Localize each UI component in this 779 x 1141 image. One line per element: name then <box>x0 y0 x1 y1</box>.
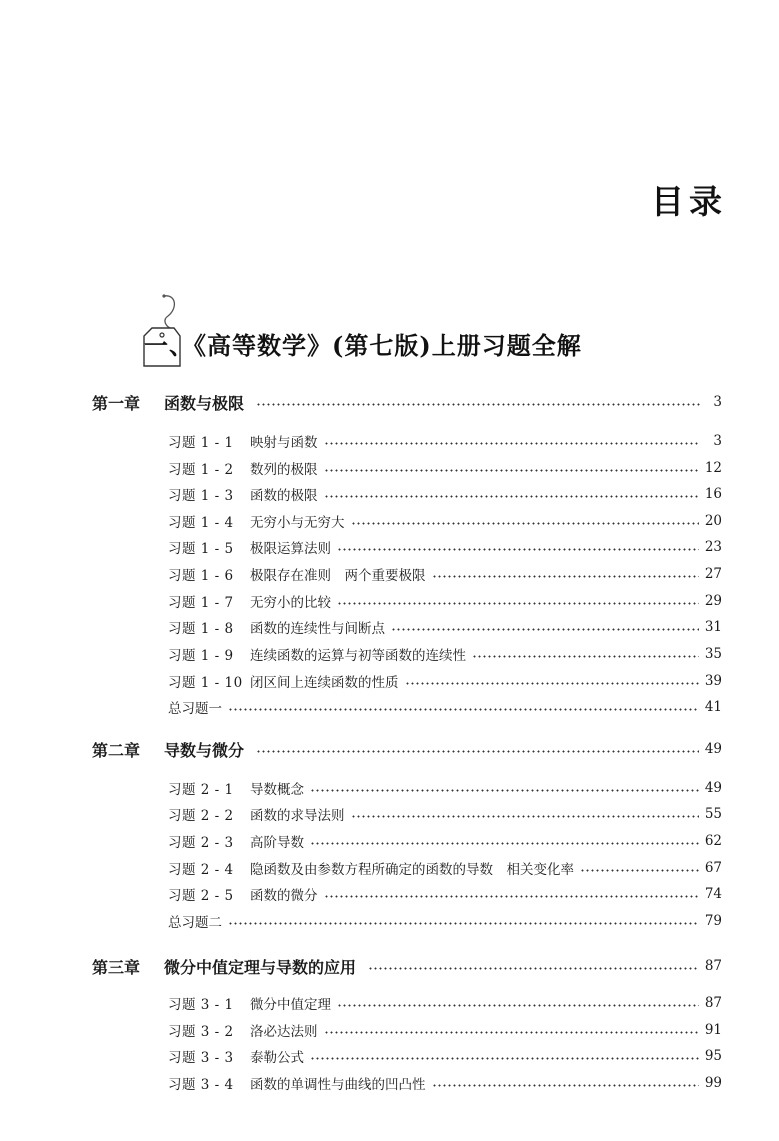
page-number: 29 <box>704 593 722 609</box>
leader-dots <box>256 742 699 756</box>
exercise-title: 导数概念 <box>250 782 304 798</box>
exercise-number: 习题 3 - 2 <box>168 1024 234 1040</box>
page-number: 12 <box>704 460 722 476</box>
exercise-title: 函数的单调性与曲线的凹凸性 <box>250 1077 426 1093</box>
leader-dots <box>324 487 699 501</box>
exercise-number: 习题 3 - 1 <box>168 997 234 1013</box>
leader-dots <box>472 647 699 661</box>
exercise-entry[interactable] <box>168 776 722 800</box>
chapter-title: 微分中值定理与导数的应用 <box>164 957 357 977</box>
leader-dots <box>310 781 699 795</box>
exercise-title: 数列的极限 <box>250 462 318 478</box>
exercise-title: 闭区间上连续函数的性质 <box>250 675 399 691</box>
exercise-title: 极限运算法则 <box>250 541 331 557</box>
exercise-number: 习题 1 - 9 <box>168 648 234 664</box>
chapter-number: 第一章 <box>92 393 141 413</box>
exercise-number: 习题 2 - 5 <box>168 888 234 904</box>
exercise-entry[interactable] <box>168 856 722 880</box>
exercise-entry[interactable] <box>168 562 722 586</box>
page-number: 67 <box>704 860 722 876</box>
page-number: 49 <box>704 780 722 796</box>
leader-dots <box>432 1076 699 1090</box>
leader-dots <box>391 620 699 634</box>
exercise-number: 习题 1 - 10 <box>168 675 243 691</box>
page-number: 99 <box>704 1075 722 1091</box>
leader-dots <box>580 861 699 875</box>
exercise-entry[interactable] <box>168 829 722 853</box>
part-title: 一、《高等数学》(第七版)上册习题全解 <box>144 331 582 360</box>
chapter-number: 第二章 <box>92 740 141 760</box>
exercise-title: 无穷小的比较 <box>250 595 331 611</box>
exercise-entry[interactable] <box>168 1044 722 1068</box>
leader-dots <box>324 1023 699 1037</box>
review-exercise-entry[interactable] <box>168 909 722 933</box>
exercise-number: 习题 3 - 3 <box>168 1050 234 1066</box>
page-number: 79 <box>704 913 722 929</box>
exercise-title: 函数的连续性与间断点 <box>250 621 385 637</box>
exercise-number: 习题 3 - 4 <box>168 1077 234 1093</box>
part-heading <box>138 290 658 370</box>
page-number: 62 <box>704 833 722 849</box>
exercise-title: 泰勒公式 <box>250 1050 304 1066</box>
exercise-title: 高阶导数 <box>250 835 304 851</box>
exercise-number: 习题 1 - 3 <box>168 488 234 504</box>
exercise-entry[interactable] <box>168 535 722 559</box>
exercise-number: 习题 2 - 3 <box>168 835 234 851</box>
leader-dots <box>351 807 699 821</box>
exercise-number: 习题 1 - 1 <box>168 435 234 451</box>
leader-dots <box>405 674 699 688</box>
leader-dots <box>228 914 699 928</box>
exercise-number: 习题 1 - 5 <box>168 541 234 557</box>
exercise-title: 函数的极限 <box>250 488 318 504</box>
exercise-entry[interactable] <box>168 802 722 826</box>
exercise-entry[interactable] <box>168 1018 722 1042</box>
chapter-row[interactable] <box>92 953 722 979</box>
leader-dots <box>324 887 699 901</box>
exercise-title: 函数的微分 <box>250 888 318 904</box>
page-number: 55 <box>704 806 722 822</box>
exercise-entry[interactable] <box>168 456 722 480</box>
exercise-entry[interactable] <box>168 589 722 613</box>
exercise-title: 函数的求导法则 <box>250 808 345 824</box>
exercise-number: 习题 1 - 2 <box>168 462 234 478</box>
leader-dots <box>351 514 699 528</box>
exercise-entry[interactable] <box>168 642 722 666</box>
exercise-entry[interactable] <box>168 669 722 693</box>
page-number: 16 <box>704 486 722 502</box>
exercise-title: 总习题一 <box>168 701 222 717</box>
page-number: 35 <box>704 646 722 662</box>
leader-dots <box>324 434 701 448</box>
exercise-title: 映射与函数 <box>250 435 318 451</box>
leader-dots <box>324 461 699 475</box>
exercise-entry[interactable] <box>168 509 722 533</box>
page-number: 3 <box>713 433 722 449</box>
page-number: 27 <box>704 566 722 582</box>
exercise-entry[interactable] <box>168 1071 722 1095</box>
page-number: 20 <box>704 513 722 529</box>
exercise-number: 习题 1 - 6 <box>168 568 234 584</box>
leader-dots <box>310 1049 699 1063</box>
chapter-row[interactable] <box>92 389 722 415</box>
exercise-title: 洛必达法则 <box>250 1024 318 1040</box>
page-title: 目录 <box>651 182 727 221</box>
page-number: 87 <box>704 995 722 1011</box>
leader-dots <box>337 594 699 608</box>
page-number: 31 <box>704 619 722 635</box>
leader-dots <box>310 834 699 848</box>
exercise-number: 习题 2 - 1 <box>168 782 234 798</box>
leader-dots <box>337 996 699 1010</box>
exercise-title: 无穷小与无穷大 <box>250 515 345 531</box>
leader-dots <box>228 700 699 714</box>
leader-dots <box>256 395 700 409</box>
exercise-title: 隐函数及由参数方程所确定的函数的导数 相关变化率 <box>250 862 574 878</box>
page-number: 91 <box>704 1022 722 1038</box>
page-number: 41 <box>704 699 722 715</box>
exercise-number: 习题 1 - 7 <box>168 595 234 611</box>
page-number: 87 <box>704 958 722 974</box>
exercise-entry[interactable] <box>168 429 722 453</box>
page-number: 3 <box>713 394 722 410</box>
chapter-row[interactable] <box>92 736 722 762</box>
chapter-number: 第三章 <box>92 957 141 977</box>
page-number: 49 <box>704 741 722 757</box>
exercise-title: 极限存在准则 两个重要极限 <box>250 568 426 584</box>
exercise-entry[interactable] <box>168 991 722 1015</box>
page-number: 23 <box>704 539 722 555</box>
page-number: 39 <box>704 673 722 689</box>
exercise-number: 习题 1 - 8 <box>168 621 234 637</box>
exercise-title: 总习题二 <box>168 915 222 931</box>
exercise-title: 连续函数的运算与初等函数的连续性 <box>250 648 466 664</box>
exercise-title: 微分中值定理 <box>250 997 331 1013</box>
review-exercise-entry[interactable] <box>168 695 722 719</box>
page-number: 95 <box>704 1048 722 1064</box>
exercise-entry[interactable] <box>168 482 722 506</box>
leader-dots <box>337 540 699 554</box>
exercise-number: 习题 1 - 4 <box>168 515 234 531</box>
leader-dots <box>368 959 699 973</box>
exercise-number: 习题 2 - 2 <box>168 808 234 824</box>
page-number: 74 <box>704 886 722 902</box>
leader-dots <box>432 567 699 581</box>
chapter-title: 导数与微分 <box>164 740 245 760</box>
exercise-entry[interactable] <box>168 882 722 906</box>
chapter-title: 函数与极限 <box>164 393 245 413</box>
exercise-number: 习题 2 - 4 <box>168 862 234 878</box>
exercise-entry[interactable] <box>168 615 722 639</box>
